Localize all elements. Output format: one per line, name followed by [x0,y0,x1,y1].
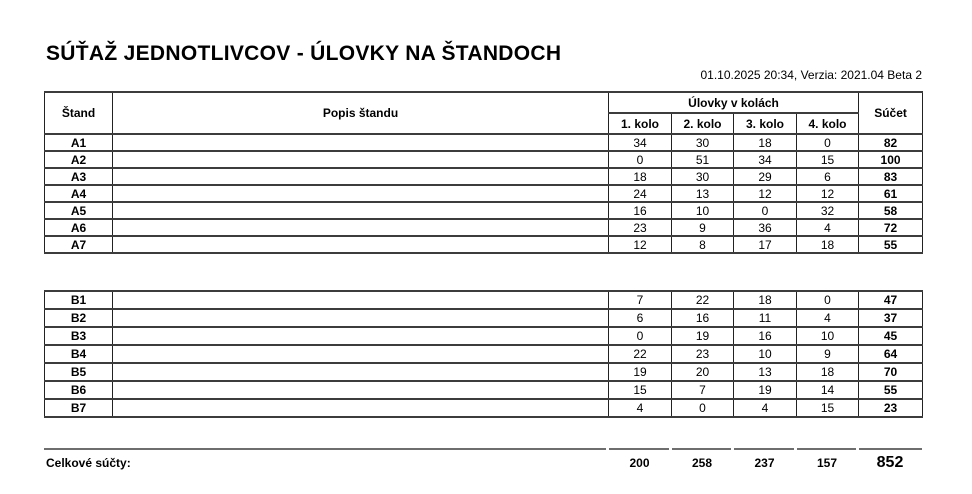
round-cell: 30 [672,134,734,151]
description-cell [113,185,609,202]
round-cell: 15 [797,399,859,417]
round-cell: 13 [734,363,797,381]
totals-round-3: 237 [754,456,775,470]
round-cell: 20 [672,363,734,381]
sum-cell: 82 [859,134,923,151]
sum-cell: 83 [859,168,923,185]
round-cell: 10 [734,345,797,363]
round-cell: 0 [609,151,672,168]
totals-sum: 852 [876,454,904,471]
totals-round-2: 258 [691,456,713,470]
round-cell: 0 [672,399,734,417]
description-cell [113,309,609,327]
table-row [45,151,923,168]
description-cell [113,345,609,363]
round-cell: 12 [734,185,797,202]
table-row [45,345,923,363]
description-cell [113,327,609,345]
round-cell: 18 [609,168,672,185]
stand-cell: B3 [45,327,113,345]
totals-separator [44,448,922,450]
description-cell [113,168,609,185]
separator-segment [797,448,856,450]
round-cell: 23 [672,345,734,363]
round-cell: 7 [609,291,672,309]
table-row [45,134,923,151]
round-cell: 15 [797,151,859,168]
stand-cell: A3 [45,168,113,185]
sum-cell: 55 [859,236,923,253]
description-cell [113,134,609,151]
table-row [45,219,923,236]
round-cell: 12 [609,236,672,253]
sum-cell: 47 [859,291,923,309]
round-cell: 9 [672,219,734,236]
table-body-a [45,134,923,253]
col-header-round-2: 2. kolo [672,113,734,134]
round-cell: 4 [797,309,859,327]
sum-cell: 70 [859,363,923,381]
description-cell [113,291,609,309]
page-title: SÚŤAŽ JEDNOTLIVCOV - ÚLOVKY NA ŠTANDOCH [46,42,562,65]
description-cell [113,363,609,381]
stand-cell: B7 [45,399,113,417]
round-cell: 23 [609,219,672,236]
description-cell [113,202,609,219]
sum-cell: 45 [859,327,923,345]
table-header [45,92,923,134]
table-row [45,236,923,253]
sum-cell: 61 [859,185,923,202]
separator-segment [672,448,731,450]
round-cell: 13 [672,185,734,202]
round-cell: 16 [734,327,797,345]
stand-cell: B1 [45,291,113,309]
round-cell: 4 [797,219,859,236]
round-cell: 32 [797,202,859,219]
table-row [45,291,923,309]
round-cell: 19 [672,327,734,345]
separator-segment [44,448,606,450]
sum-cell: 58 [859,202,923,219]
stand-cell: A2 [45,151,113,168]
round-cell: 24 [609,185,672,202]
description-cell [113,151,609,168]
totals-row [44,454,922,472]
round-cell: 7 [672,381,734,399]
col-header-round-1: 1. kolo [609,113,672,134]
round-cell: 11 [734,309,797,327]
round-cell: 14 [797,381,859,399]
round-cell: 15 [609,381,672,399]
table-body-b [45,291,923,417]
separator-segment [609,448,669,450]
round-cell: 8 [672,236,734,253]
stand-cell: A5 [45,202,113,219]
description-cell [113,381,609,399]
col-header-stand: Štand [45,92,113,134]
round-cell: 19 [734,381,797,399]
stand-cell: A1 [45,134,113,151]
round-cell: 18 [734,134,797,151]
table-row [45,381,923,399]
round-cell: 29 [734,168,797,185]
col-header-round-3: 3. kolo [734,113,797,134]
col-header-round-4: 4. kolo [797,113,859,134]
totals-label: Celkové súčty: [46,456,131,470]
round-cell: 0 [797,291,859,309]
separator-segment [734,448,794,450]
round-cell: 6 [797,168,859,185]
round-cell: 16 [609,202,672,219]
sum-cell: 100 [859,151,923,168]
stand-cell: A7 [45,236,113,253]
table-row [45,168,923,185]
stands-table-b [44,290,923,418]
description-cell [113,399,609,417]
table-row [45,185,923,202]
round-cell: 18 [797,363,859,381]
round-cell: 17 [734,236,797,253]
round-cell: 0 [609,327,672,345]
stand-cell: B6 [45,381,113,399]
stand-cell: B4 [45,345,113,363]
round-cell: 34 [609,134,672,151]
round-cell: 18 [734,291,797,309]
round-cell: 10 [672,202,734,219]
col-header-sum: Súčet [859,92,923,134]
round-cell: 18 [797,236,859,253]
description-cell [113,236,609,253]
table-row [45,363,923,381]
round-cell: 6 [609,309,672,327]
stand-cell: A4 [45,185,113,202]
stand-cell: A6 [45,219,113,236]
totals-round-4: 157 [816,456,838,470]
report-meta: 01.10.2025 20:34, Verzia: 2021.04 Beta 2 [700,68,922,82]
col-header-rounds-group: Úlovky v kolách [609,92,859,113]
table-row [45,309,923,327]
table-row [45,327,923,345]
round-cell: 0 [734,202,797,219]
table-row [45,399,923,417]
separator-segment [859,448,922,450]
round-cell: 22 [672,291,734,309]
totals-round-1: 200 [629,456,650,470]
round-cell: 4 [609,399,672,417]
sum-cell: 55 [859,381,923,399]
table-row [45,202,923,219]
round-cell: 30 [672,168,734,185]
round-cell: 9 [797,345,859,363]
round-cell: 12 [797,185,859,202]
round-cell: 0 [797,134,859,151]
round-cell: 19 [609,363,672,381]
stand-cell: B2 [45,309,113,327]
stands-table-a [44,91,923,254]
round-cell: 36 [734,219,797,236]
round-cell: 10 [797,327,859,345]
sum-cell: 64 [859,345,923,363]
round-cell: 51 [672,151,734,168]
description-cell [113,219,609,236]
stand-cell: B5 [45,363,113,381]
round-cell: 22 [609,345,672,363]
round-cell: 34 [734,151,797,168]
sum-cell: 37 [859,309,923,327]
col-header-description: Popis štandu [113,92,609,134]
round-cell: 4 [734,399,797,417]
sum-cell: 23 [859,399,923,417]
sum-cell: 72 [859,219,923,236]
round-cell: 16 [672,309,734,327]
